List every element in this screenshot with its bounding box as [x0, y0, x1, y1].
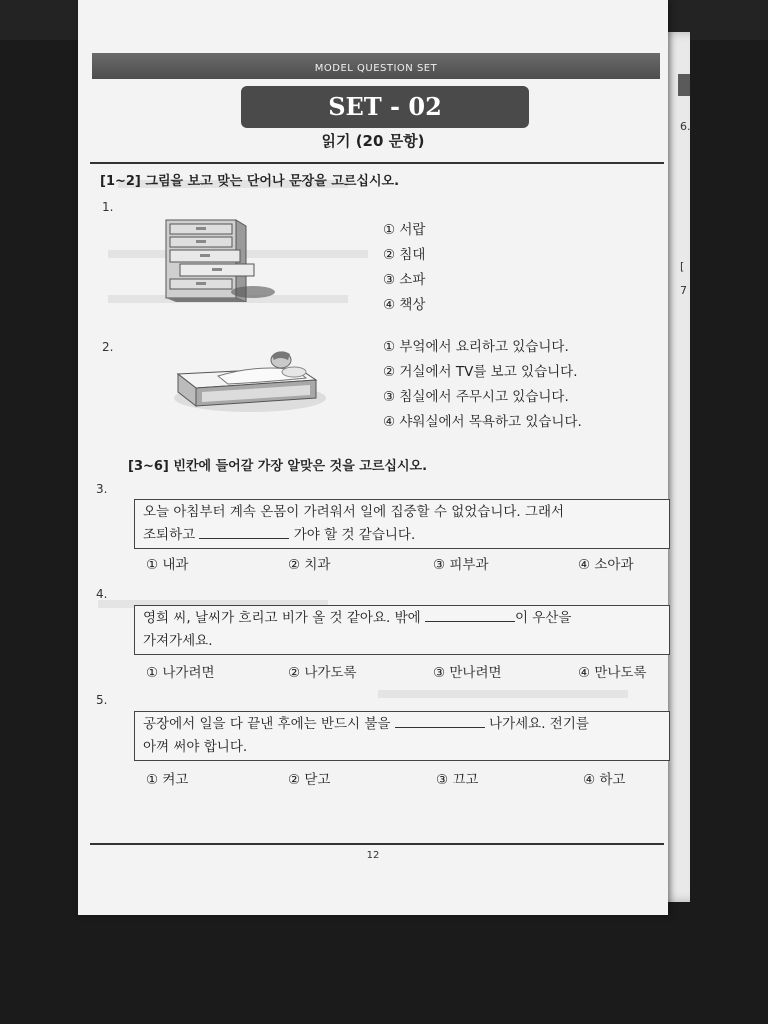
next-page-banner-strip — [678, 74, 690, 96]
q5-option-3[interactable]: ③ 끄고 — [436, 772, 479, 788]
q2-option-4[interactable]: ④ 샤워실에서 목욕하고 있습니다. — [383, 414, 582, 430]
instruction-1-2: [1~2] 그림을 보고 맞는 단어나 문장을 고르십시오. — [100, 174, 400, 189]
q3-line-1: 오늘 아침부터 계속 온몸이 가려워서 일에 집중할 수 없었습니다. 그래서 — [143, 504, 565, 520]
q5-line-1 — [143, 713, 661, 736]
q2-option-2[interactable]: ② 거실에서 TV를 보고 있습니다. — [383, 364, 578, 380]
question-4-number: 4. — [96, 587, 108, 601]
q3-line-2-before: 조퇴하고 — [143, 527, 196, 543]
section-subtitle: 읽기 (20 문항) — [321, 132, 425, 150]
q1-option-4[interactable]: ④ 책상 — [383, 297, 426, 313]
next-page-q6: 6. — [680, 120, 691, 133]
q2-option-1[interactable]: ① 부엌에서 요리하고 있습니다. — [383, 339, 569, 355]
next-page-bracket: [ — [680, 260, 685, 273]
q2-option-3[interactable]: ③ 침실에서 주무시고 있습니다. — [383, 389, 569, 405]
person-sleeping-in-bed-icon — [168, 346, 328, 416]
q5-option-2[interactable]: ② 닫고 — [288, 772, 331, 788]
instruction-3-6: [3~6] 빈칸에 들어갈 가장 알맞은 것을 고르십시오. — [128, 459, 428, 474]
q4-blank — [425, 609, 515, 622]
question-1-number: 1. — [102, 200, 114, 214]
next-page-q7: 7 — [680, 284, 687, 297]
q3-option-2[interactable]: ② 치과 — [288, 557, 331, 573]
exam-page — [78, 0, 668, 915]
q5-option-1[interactable]: ① 켜고 — [146, 772, 189, 788]
question-2-number: 2. — [102, 340, 114, 354]
q5-passage-box — [134, 711, 670, 761]
q1-option-3[interactable]: ③ 소파 — [383, 272, 426, 288]
question-3-number: 3. — [96, 482, 108, 496]
q4-line-1 — [143, 607, 661, 630]
q5-line-2: 아껴 써야 합니다. — [143, 739, 248, 755]
q5-line-1-after: 나가세요. 전기를 — [489, 716, 589, 732]
q1-option-1[interactable]: ① 서랍 — [383, 222, 426, 238]
q3-blank — [199, 526, 289, 539]
header-rule — [90, 162, 664, 164]
q3-option-4[interactable]: ④ 소아과 — [578, 557, 634, 573]
q4-line-1-after: 이 우산을 — [514, 610, 572, 626]
q3-option-1[interactable]: ① 내과 — [146, 557, 189, 573]
q3-passage-box — [134, 499, 670, 549]
q5-blank — [395, 715, 485, 728]
q4-option-3[interactable]: ③ 만나려면 — [433, 665, 502, 681]
footer-rule — [90, 843, 664, 845]
q3-line-2-after: 가야 할 것 같습니다. — [293, 527, 416, 543]
q4-line-1-before: 영희 씨, 날씨가 흐리고 비가 올 것 같아요. 밖에 — [143, 610, 421, 626]
model-question-banner: MODEL QUESTION SET — [92, 53, 660, 79]
q4-line-2: 가져가세요. — [143, 633, 213, 649]
q3-line-2 — [143, 524, 661, 547]
q4-option-1[interactable]: ① 나가려면 — [146, 665, 215, 681]
q5-option-4[interactable]: ④ 하고 — [583, 772, 626, 788]
q4-passage-box — [134, 605, 670, 655]
q4-option-2[interactable]: ② 나가도록 — [288, 665, 357, 681]
q1-option-2[interactable]: ② 침대 — [383, 247, 426, 263]
set-title-badge: SET - 02 — [241, 86, 529, 128]
question-5-number: 5. — [96, 693, 108, 707]
page-number: 12 — [366, 850, 380, 861]
drawer-cabinet-icon — [158, 212, 278, 302]
q5-line-1-before: 공장에서 일을 다 끝낸 후에는 반드시 불을 — [143, 716, 391, 732]
q3-option-3[interactable]: ③ 피부과 — [433, 557, 489, 573]
q4-option-4[interactable]: ④ 만나도록 — [578, 665, 647, 681]
